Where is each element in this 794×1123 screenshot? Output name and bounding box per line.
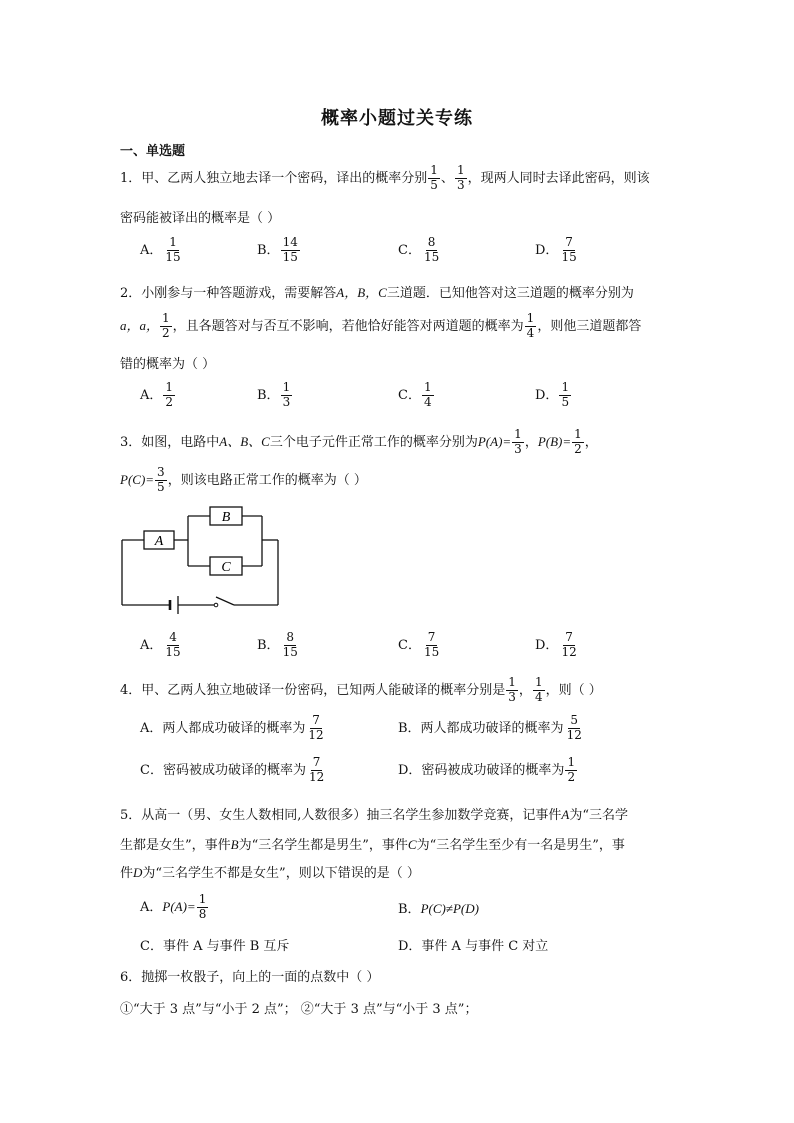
q1-option-d[interactable]: D． $\frac{7}{15}$ — [535, 235, 577, 264]
q2-option-d[interactable]: D． $\frac{1}{5}$ — [535, 380, 570, 409]
q1-line2: 密码能被译出的概率是（ ） — [120, 211, 281, 226]
switch-lever — [216, 597, 234, 605]
circuit-diagram — [118, 502, 286, 616]
q1-line1: 1．甲、乙两人独立地去译一个密码，译出的概率分别 $\frac{1}{5}$ 、 $\frac{1}{3}$ ，现两人同时去译此密码，则该 — [120, 163, 650, 192]
page-title: 概率小题过关专练 — [321, 108, 473, 129]
q3-option-c[interactable]: C． $\frac{7}{15}$ — [398, 630, 440, 659]
q2-line3: 错的概率为（ ） — [120, 357, 216, 372]
q4-option-d[interactable]: D．密码被成功破译的概率为 $\frac{1}{2}$ — [398, 755, 576, 784]
q3-option-d[interactable]: D． $\frac{7}{12}$ — [535, 630, 577, 659]
q5-option-c[interactable]: C．事件 A 与事件 B 互斥 — [140, 939, 290, 954]
q4-option-c[interactable]: C．密码被成功破译的概率为 $\frac{7}{12}$ — [140, 755, 325, 784]
q6-line2: ①“大于 3 点”与“小于 2 点”； ②“大于 3 点”与“小于 3 点”； — [120, 1002, 478, 1017]
q2-line1: 2．小刚参与一种答题游戏，需要解答A，B，C三道题．已知他答对这三道题的概率分别为 — [120, 285, 634, 301]
q3-line2: P(C)= $\frac{3}{5}$ ，则该电路正常工作的概率为（ ） — [120, 465, 367, 494]
q2-option-c[interactable]: C． $\frac{1}{4}$ — [398, 380, 432, 409]
component-a-label: A — [154, 534, 164, 549]
component-c-label: C — [221, 560, 231, 575]
q1-option-b[interactable]: B． $\frac{14}{15}$ — [257, 235, 298, 264]
q2-option-a[interactable]: A． $\frac{1}{2}$ — [140, 380, 174, 409]
q1-option-a[interactable]: A． $\frac{1}{15}$ — [140, 235, 181, 264]
section-heading: 一、单选题 — [120, 144, 186, 159]
q3-line1: 3．如图，电路中A、B、C三个电子元件正常工作的概率分别为P(A)= $\frac{1}{3}$ ，P(B)= $\frac{1}{2}$ ， — [120, 427, 598, 456]
q1-option-c[interactable]: C． $\frac{8}{15}$ — [398, 235, 440, 264]
q4-option-a[interactable]: A．两人都成功破译的概率为 $\frac{7}{12}$ — [140, 713, 324, 742]
q2-line2: a，a， $\frac{1}{2}$ ，且各题答对与否互不影响，若他恰好能答对两道题的概率为 $\frac{1}{4}$ ，则他三道题都答 — [120, 311, 642, 340]
q5-option-d[interactable]: D．事件 A 与事件 C 对立 — [398, 939, 549, 954]
q6-line1: 6．抛掷一枚骰子，向上的一面的点数中（ ） — [120, 970, 380, 985]
q5-line3: 件D为“三名学生不都是女生”，则以下错误的是（ ） — [120, 865, 420, 881]
q3-option-a[interactable]: A． $\frac{4}{15}$ — [140, 630, 181, 659]
q5-option-a[interactable]: A．P(A)= $\frac{1}{8}$ — [140, 892, 207, 921]
q5-line1: 5．从高一（男、女生人数相同,人数很多）抽三名学生参加数学竞赛，记事件A为“三名学 — [120, 807, 629, 823]
q3-option-b[interactable]: B． $\frac{8}{15}$ — [257, 630, 298, 659]
q2-option-b[interactable]: B． $\frac{1}{3}$ — [257, 380, 291, 409]
q5-option-b[interactable]: B．P(C)≠P(D) — [398, 901, 479, 917]
q4-option-b[interactable]: B．两人都成功破译的概率为 $\frac{5}{12}$ — [398, 713, 582, 742]
q1-frac2: $\frac{1}{3}$ — [456, 163, 465, 192]
q5-line2: 生都是女生”，事件B为“三名学生都是男生”，事件C为“三名学生至少有一名是男生”，事 — [120, 837, 625, 853]
q4-line1: 4．甲、乙两人独立地破译一份密码，已知两人能破译的概率分别是 $\frac{1}{3}$ ， $\frac{1}{4}$ ，则（ ） — [120, 675, 602, 704]
q1-frac1: $\frac{1}{5}$ — [430, 163, 438, 192]
component-b-label: B — [221, 510, 231, 525]
